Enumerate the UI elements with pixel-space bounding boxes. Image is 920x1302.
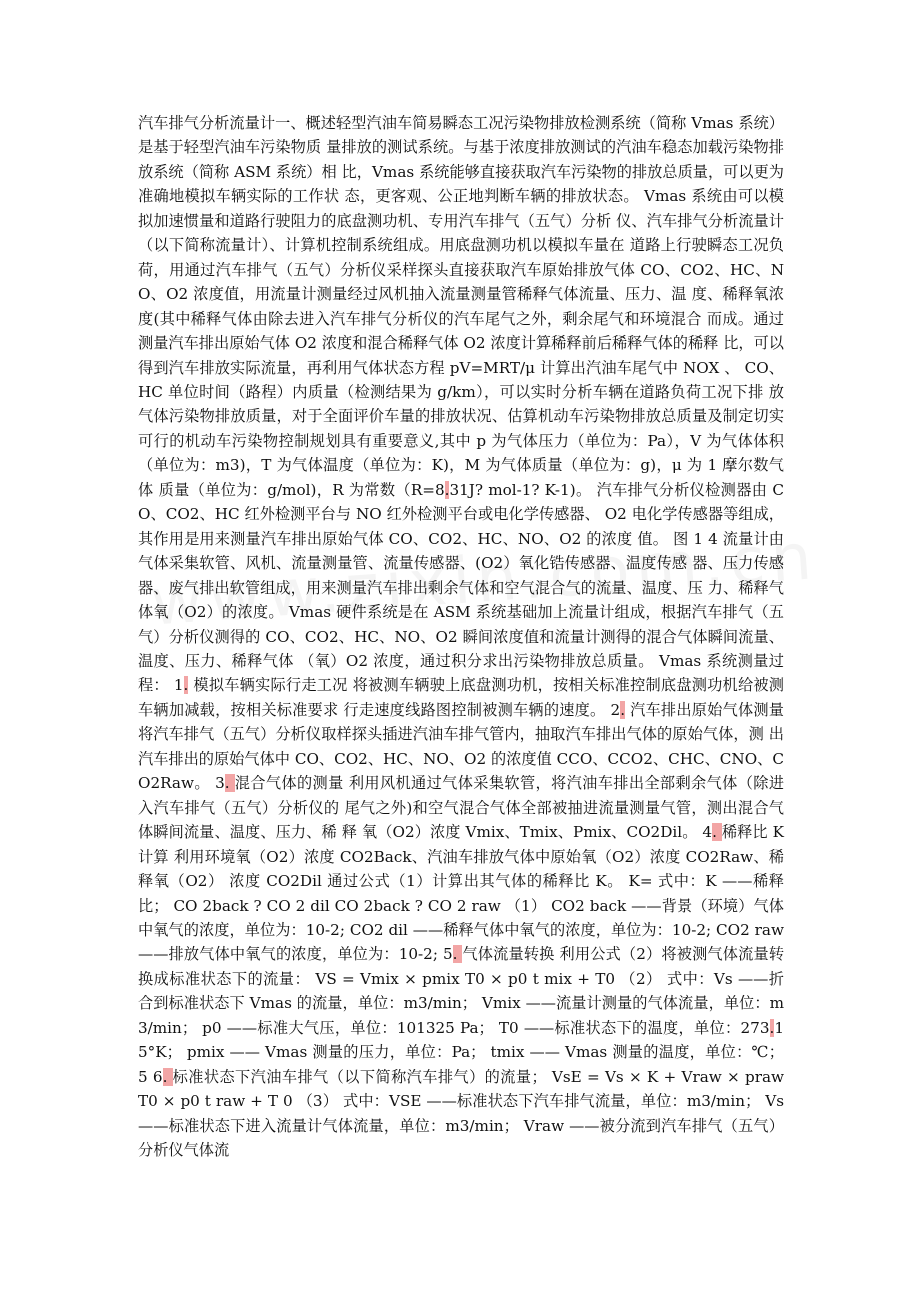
text-segment: 标准状态下汽油车排气（以下简称汽车排气）的流量； VsE = Vs × K + Vraw × praw T0 × p0 t raw + T 0 （3） 式中：VSE ——标准状态下汽车排气流量，单位：m3/min； Vs ——标准状态下进入流量计气体流量，单位：m3/min； Vraw ——被分流到汽车排气（五气）分析仪气体流 <box>138 1067 785 1160</box>
text-segment: 汽车排出原始气体测量 将汽车排气（五气）分析仪取样探头插进汽油车排气管内，抽取汽车排出气体的原始气体，测 出汽车排出的原始气体中 CO、CO2、HC、NO、O2 的浓度值 CCO、CCO2、CHC、CNO、CO2Raw。 3 <box>138 700 784 793</box>
text-segment: 模拟车辆实际行走工况 将被测车辆驶上底盘测功机，按相关标准控制底盘测功机给被测车辆加减载，按相关标准要求 行走速度线路图控制被测车辆的速度。 2 <box>138 676 784 719</box>
highlight-mark: . <box>712 823 722 842</box>
highlight-mark: . <box>224 774 235 793</box>
text-segment: 稀释比 K 计算 利用环境氧（O2）浓度 CO2Back、汽油车排放气体中原始氧（O2）浓度 CO2Raw、稀释氧（O2） 浓度 CO2Dil 通过公式（1）计算出其气体的稀释比 K。 K= 式中：K ——稀释比； CO 2back ? CO 2 dil CO 2back ? CO 2 raw （1） CO2 back ——背景（环境）气体中氧气的浓度，单位为：10-2; CO2 dil ——稀释气体中氧气的浓度，单位为：10-2; CO2 raw ——排放气体中氧气的浓度，单位为：10-2; 5 <box>138 823 784 964</box>
document-body <box>138 111 784 1162</box>
text-segment: 混合气体的测量 利用风机通过气体采集软管，将汽油车排出全部剩余气体（除进入汽车排气（五气）分析仪的 尾气之外)和空气混合气体全部被抽进流量测量气管，测出混合气体瞬间流量、温度、压力、稀 释 氧（O2）浓度 Vmix、Tmix、Pmix、CO2Dil。 4 <box>138 774 785 842</box>
highlight-mark: . <box>444 480 450 499</box>
highlight-mark: . <box>452 945 463 964</box>
highlight-mark: . <box>620 700 626 719</box>
highlight-mark: . <box>162 1067 173 1086</box>
text-segment: 气体流量转换 利用公式（2）将被测气体流量转换成标准状态下的流量： VS = Vmix × pmix T0 × p0 t mix + T0 （2） 式中：Vs ——折合到标准状态下 Vmas 的流量，单位：m3/min； Vmix ——流量计测量的气体流量，单位：m3/min； p0 ——标准大气压，单位：101325 Pa； T0 ——标准状态下的温度，单位：273 <box>138 945 785 1037</box>
text-segment: 15°K； pmix —— Vmas 测量的压力，单位：Pa； tmix —— Vmas 测量的温度，单位：℃； 5 6 <box>138 1018 784 1086</box>
text-segment: 31J? mol-1? K-1)。 汽车排气分析仪检测器由 CO、CO2、HC 红外检测平台与 NO 红外检测平台或电化学传感器、 O2 电化学传感器等组成，其作用是用来测量汽车排出原始气体 CO、CO2、HC、NO、O2 的浓度 值。 图 1 4 流量计由气体采集软管、风机、流量测量管、流量传感器、(O2）氧化锆传感器、温度传感 器、压力传感器、废气排出软管组成，用来测量汽车排出剩余气体和空气混合气的流量、温度、压 力、稀释气体氧（O2）的浓度。 Vmas 硬件系统是在 ASM 系统基础加上流量计组成，根据汽车排气（五气）分析仪测得的 CO、CO2、HC、NO、O2 瞬间浓度值和流量计测得的混合气体瞬间流量、温度、压力、稀释气体 （氧）O2 浓度，通过积分求出污染物排放总质量。 Vmas 系统测量过程： 1 <box>138 480 784 695</box>
highlight-mark: . <box>183 676 189 695</box>
highlight-mark: . <box>769 1018 775 1037</box>
text-segment: 汽车排气分析流量计一、概述轻型汽油车简易瞬态工况污染物排放检测系统（简称 Vmas 系统）是基于轻型汽油车污染物质 量排放的测试系统。与基于浓度排放测试的汽油车稳态加载污染物排放系统（简称 ASM 系统）相 比，Vmas 系统能够直接获取汽车污染物的排放总质量，可以更为准确地模拟车辆实际的工作状 态，更客观、公正地判断车辆的排放状态。 Vmas 系统由可以模拟加速惯量和道路行驶阻力的底盘测功机、专用汽车排气（五气）分析 仪、汽车排气分析流量计（以下简称流量计）、计算机控制系统组成。用底盘测功机以模拟车量在 道路上行驶瞬态工况负荷，用通过汽车排气（五气）分析仪采样探头直接获取汽车原始排放气体 CO、CO2、HC、NO、O2 浓度值，用流量计测量经过风机抽入流量测量管稀释气体流量、压力、温 度、稀释氧浓度(其中稀释气体由除去进入汽车排气分析仪的汽车尾气之外，剩余尾气和环境混合 而成。通过测量汽车排出原始气体 O2 浓度和混合稀释气体 O2 浓度计算稀释前后稀释气体的稀释 比，可以得到汽车排放实际流量，再利用气体状态方程 pV=MRT/μ 计算出汽油车尾气中 NOX 、 CO、HC 单位时间（路程）内质量（检测结果为 g/km），可以实时分析车辆在道路负荷工况下排 放气体污染物排放质量，对于全面评价车量的排放状况、估算机动车污染物排放总质量及制定切实 可行的机动车污染物控制规划具有重要意义,其中 p 为气体压力（单位为：Pa），V 为气体体积 （单位为：m3)，T 为气体温度（单位为：K)，M 为气体质量（单位为：g)，μ 为 1 摩尔数气体 质量（单位为：g/mol)，R 为常数（R=8 <box>138 114 784 499</box>
